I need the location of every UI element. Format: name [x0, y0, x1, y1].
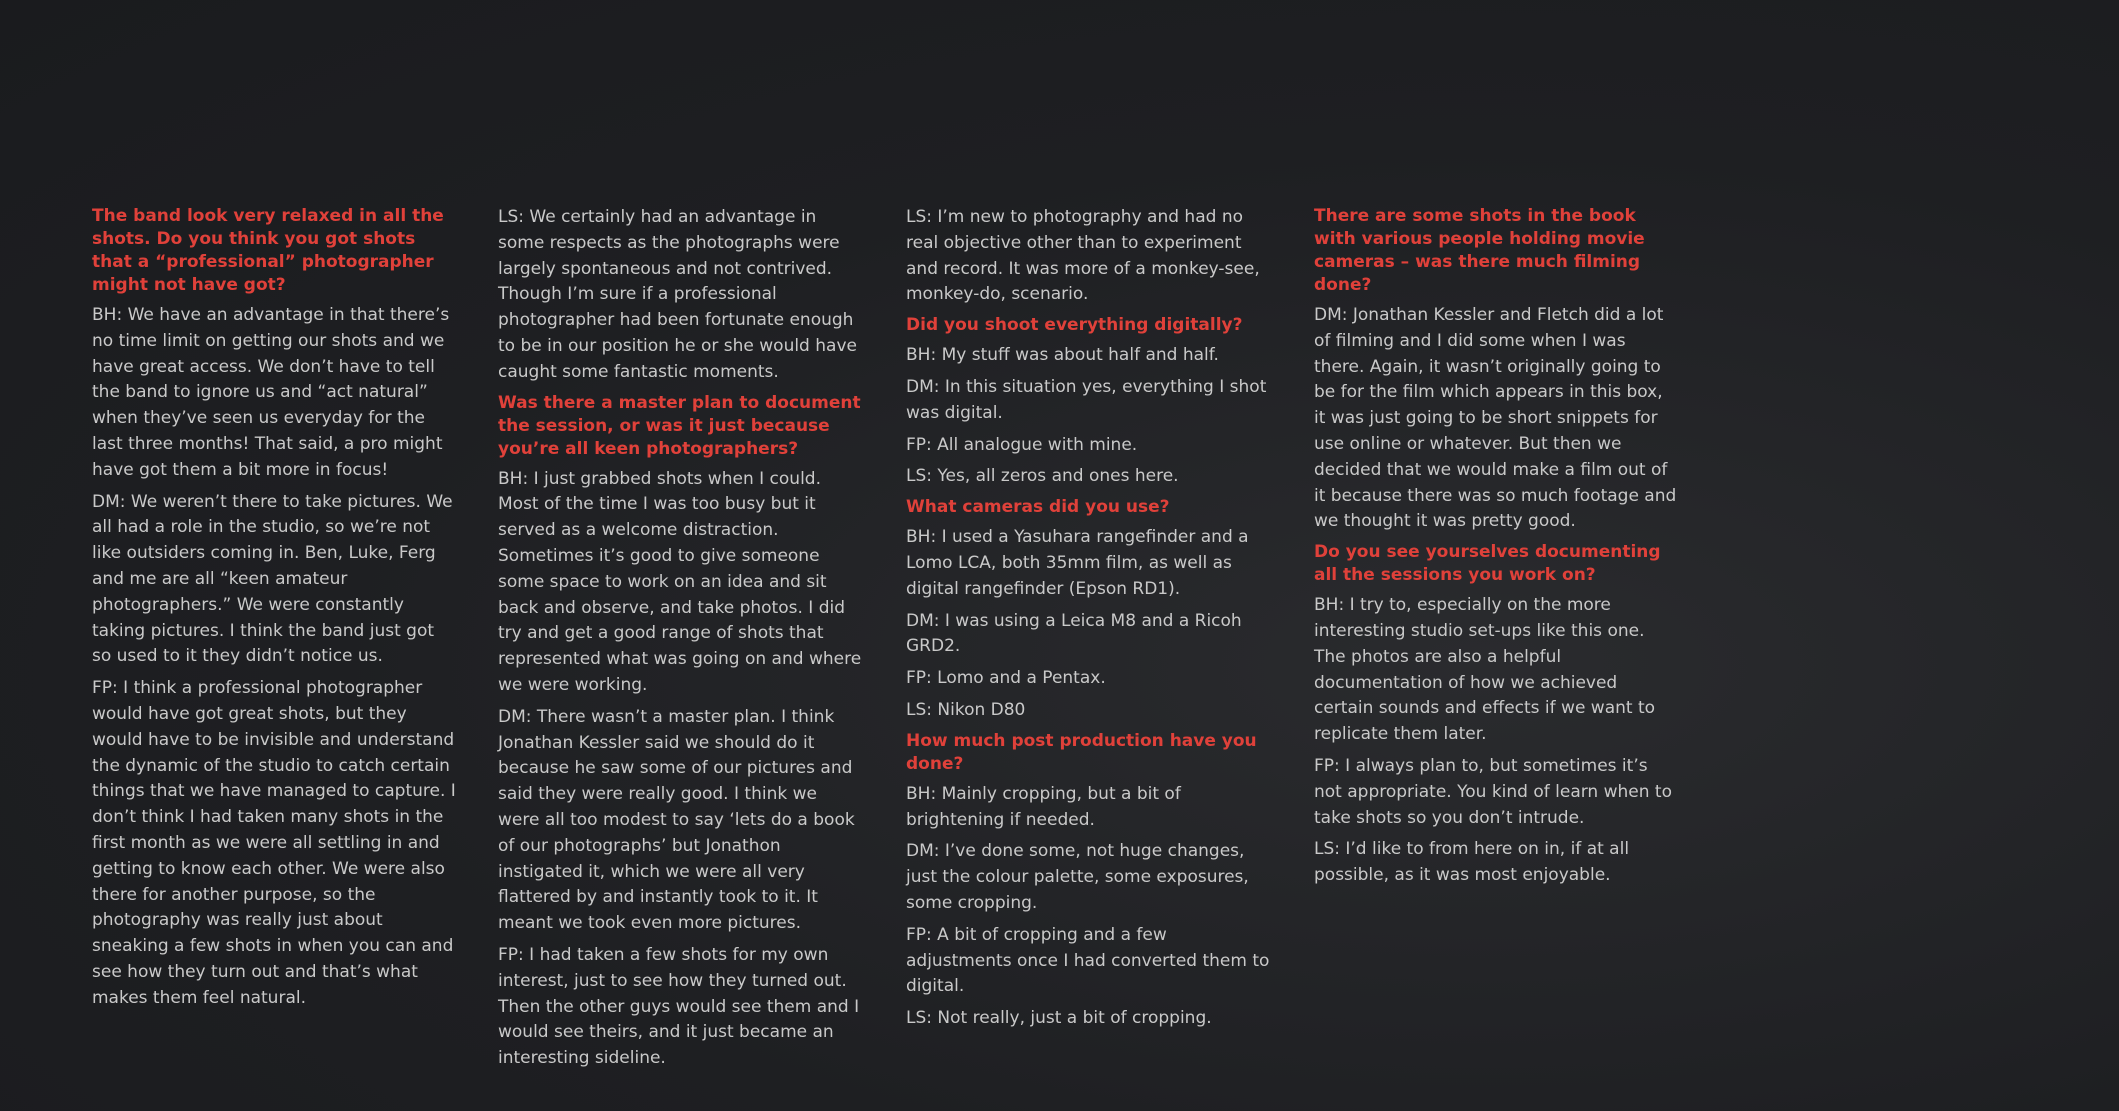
interview-answer: DM: In this situation yes, everything I shot was digital. — [906, 376, 1267, 423]
interview-answer: FP: I think a professional photographer would have got great shots, but they would have to be invisible and understand the dynamic of the studio to catch certain things that we have managed to capture. I don’t think I had taken many shots in the first month as we were all settling in and getting to know each other. We were also there for another purpose, so the photography was really just about sneaking a few shots in when you can and see how they turn out and that’s what makes them feel natural. — [92, 678, 456, 1008]
interview-answer: BH: Mainly cropping, but a bit of brightening if needed. — [906, 783, 1181, 830]
text-column-1 — [92, 205, 457, 1018]
interview-answer: FP: All analogue with mine. — [906, 434, 1138, 455]
interview-answer: LS: Not really, just a bit of cropping. — [906, 1008, 1212, 1029]
text-column-2 — [498, 205, 863, 1078]
text-column-3 — [906, 205, 1271, 1038]
interview-answer: DM: I’ve done some, not huge changes, just the colour palette, some exposures, some cropping. — [906, 841, 1249, 913]
interview-answer: LS: Yes, all zeros and ones here. — [906, 466, 1179, 487]
interview-answer: FP: A bit of cropping and a few adjustments once I had converted them to digital. — [906, 924, 1270, 997]
interview-answer: DM: There wasn’t a master plan. I think Jonathan Kessler said we should do it because he saw some of our pictures and said they were really good. I think we were all too modest to say ‘lets do a book of our photographs’ but Jonathon instigated it, which we were all very flattered by and instantly took to it. It meant we took even more pictures. — [498, 706, 855, 934]
interview-answer: LS: I’d like to from here on in, if at all possible, as it was most enjoyable. — [1314, 839, 1630, 886]
interview-question: The band look very relaxed in all the shots. Do you think you got shots that a “professional” photographer might not have got? — [92, 206, 444, 295]
interview-question: There are some shots in the book with various people holding movie cameras – was there much filming done? — [1314, 206, 1645, 295]
interview-answer: BH: I used a Yasuhara rangefinder and a Lomo LCA, both 35mm film, as well as digital rangefinder (Epson RD1). — [906, 527, 1249, 599]
interview-answer: DM: We weren’t there to take pictures. We all had a role in the studio, so we’re not like outsiders coming in. Ben, Luke, Ferg and me are all “keen amateur photographers.” We were constantly taking pictures. I think the band just got so used to it they didn’t notice us. — [92, 491, 453, 667]
interview-answer: FP: I always plan to, but sometimes it’s not appropriate. You kind of learn when to take shots so you don’t intrude. — [1314, 755, 1672, 828]
interview-answer: BH: My stuff was about half and half. — [906, 345, 1219, 366]
interview-question: Do you see yourselves documenting all the sessions you work on? — [1314, 542, 1661, 586]
interview-question: Did you shoot everything digitally? — [906, 315, 1243, 336]
interview-answer: DM: I was using a Leica M8 and a Ricoh GRD2. — [906, 610, 1242, 657]
interview-question: What cameras did you use? — [906, 497, 1170, 518]
interview-answer: BH: I try to, especially on the more interesting studio set-ups like this one. The photos are also a helpful documentation of how we achieved certain sounds and effects if we want to replicate them later. — [1314, 595, 1656, 745]
interview-answer: BH: I just grabbed shots when I could. Most of the time I was too busy but it served as a welcome distraction. Sometimes it’s good to give someone some space to work on an idea and sit back and observe, and take photos. I did try and get a good range of shots that represented what was going on and where we were working. — [498, 468, 862, 695]
interview-answer: FP: Lomo and a Pentax. — [906, 668, 1106, 689]
text-column-4 — [1314, 205, 1679, 895]
interview-answer: LS: We certainly had an advantage in some respects as the photographs were largely spontaneous and not contrived. Though I’m sure if a professional photographer had been fortunate enough to be in our position he or she would have caught some fantastic moments. — [498, 207, 857, 382]
interview-answer: LS: Nikon D80 — [906, 699, 1026, 720]
interview-question: How much post production have you done? — [906, 730, 1257, 774]
interview-question: Was there a master plan to document the session, or was it just because you’re all keen photographers? — [498, 392, 861, 459]
interview-answer: LS: I’m new to photography and had no real objective other than to experiment and record. It was more of a monkey-see, monkey-do, scenario. — [906, 207, 1260, 305]
interview-answer: DM: Jonathan Kessler and Fletch did a lot of filming and I did some when I was there. Again, it wasn’t originally going to be for the film which appears in this box, it was just going to be short snippets for use online or whatever. But then we decided that we would make a film out of it because there was so much footage and we thought it was pretty good. — [1314, 305, 1677, 532]
interview-answer: BH: We have an advantage in that there’s no time limit on getting our shots and we have great access. We don’t have to tell the band to ignore us and “act natural” when they’ve seen us everyday for the last three months! That said, a pro might have got them a bit more in focus! — [92, 305, 450, 480]
interview-answer: FP: I had taken a few shots for my own interest, just to see how they turned out. Then the other guys would see them and I would see theirs, and it just became an interesting sideline. — [498, 944, 860, 1069]
